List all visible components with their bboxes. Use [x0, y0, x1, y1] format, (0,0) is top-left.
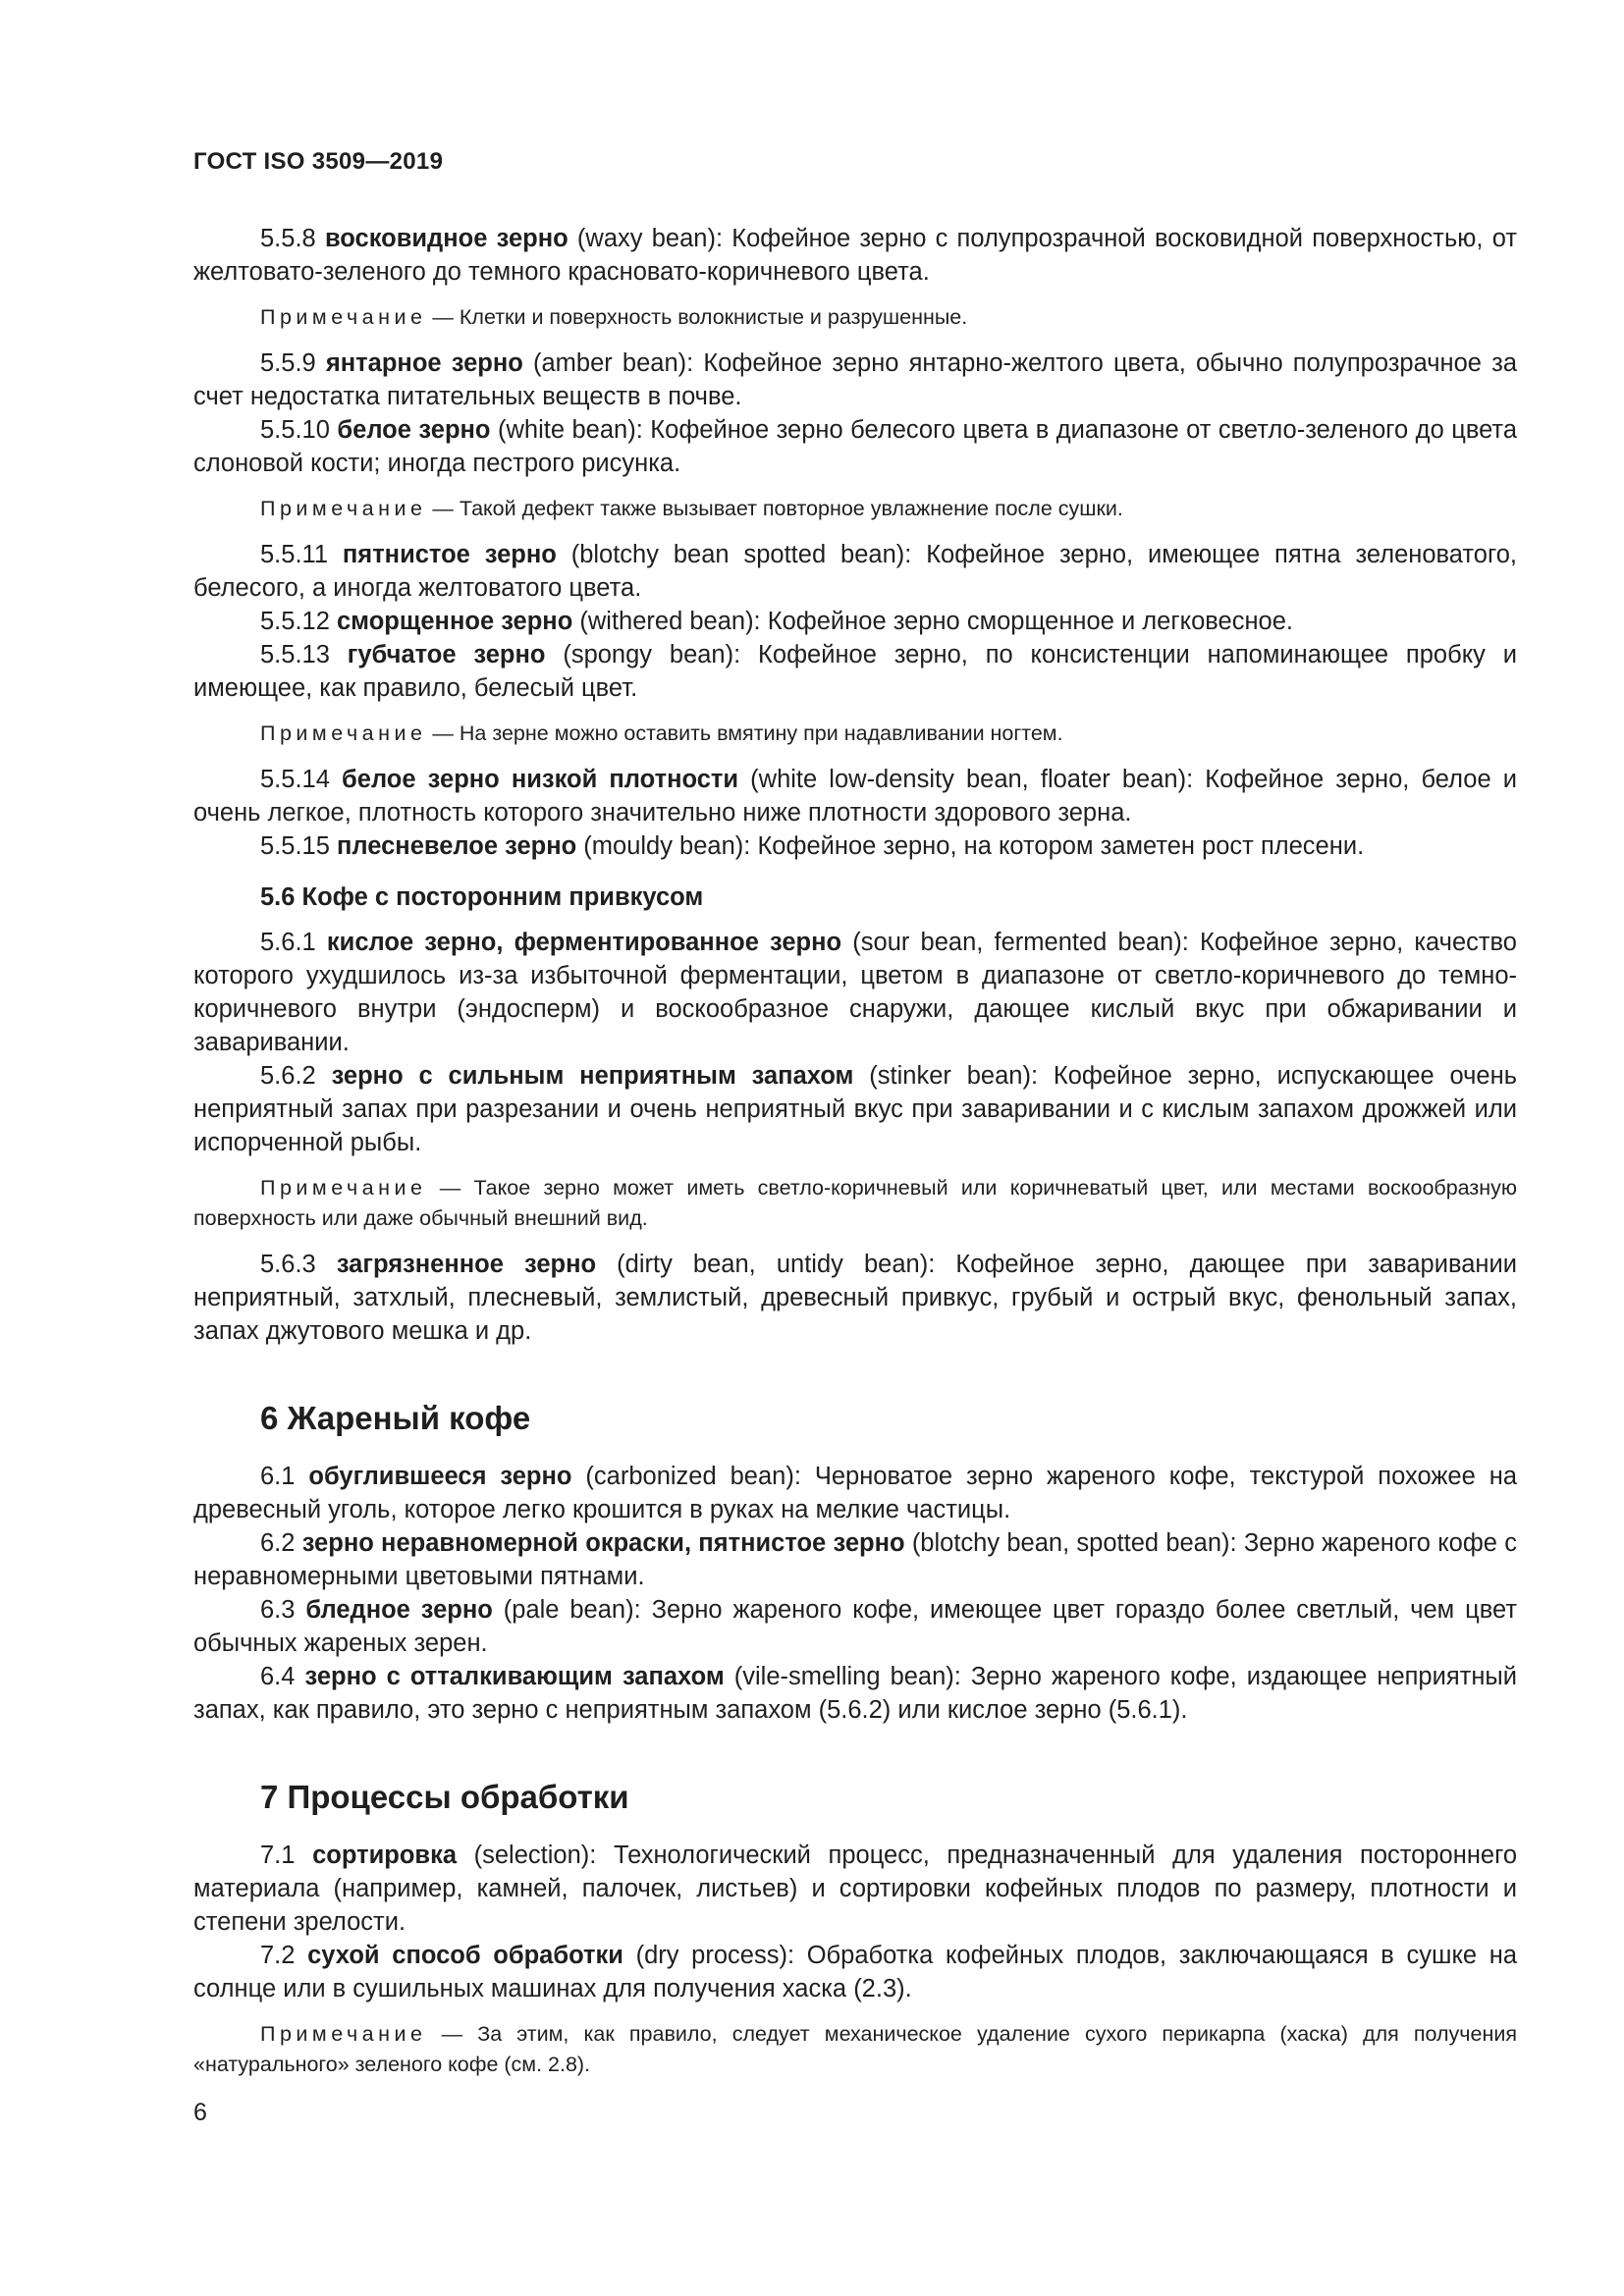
document-header: ГОСТ ISO 3509—2019 — [193, 148, 444, 175]
term-name: пятнистое зерно — [342, 541, 557, 568]
term-definition — [193, 413, 1517, 480]
term-name: зерно с сильным неприятным запахом — [331, 1062, 854, 1090]
term-name: бледное зерно — [305, 1596, 493, 1624]
term-text: (white bean): Кофейное зерно белесого цвета в диапазоне от светло-зеленого до цвета слоновой кости; иногда пестрого рисунка. — [193, 416, 1518, 477]
note-text: — За этим, как правило, следует механическое удаление сухого перикарпа (хаска) для получения «натурального» зеленого кофе (см. 2.8). — [193, 2022, 1517, 2076]
term-text: (spongy bean): Кофейное зерно, по консистенции напоминающее пробку и имеющее, как правило, белесый цвет. — [193, 641, 1517, 702]
term-text: (carbonized bean): Черноватое зерно жареного кофе, текстурой похожее на древесный уголь, которое легко крошится в руках на мелкие частицы. — [193, 1463, 1517, 1523]
term-definition — [193, 1939, 1517, 2005]
term-text: (amber bean): Кофейное зерно янтарно-желтого цвета, обычно полупрозрачное за счет недостатка питательных веществ в почве. — [193, 349, 1517, 410]
term-name: кислое зерно, ферментированное зерно — [326, 929, 842, 956]
term-number: 5.5.10 — [260, 416, 330, 444]
term-text: (selection): Технологический процесс, предназначенный для удаления постороннего материала (например, камней, палочек, листьев) и сортировки кофейных плодов по размеру, плотности и степени зрелости. — [193, 1842, 1517, 1936]
term-definition — [193, 763, 1517, 829]
note-text: — Такой дефект также вызывает повторное увлажнение после сушки. — [426, 497, 1123, 520]
term-number: 5.6.1 — [260, 929, 316, 956]
term-text: (vile-smelling bean): Зерно жареного кофе, издающее неприятный запах, как правило, это зерно с неприятным запахом (5.6.2) или кислое зерно (5.6.1). — [193, 1663, 1517, 1724]
term-definition — [193, 926, 1517, 1059]
term-definition — [193, 1460, 1517, 1526]
term-name: восковидное зерно — [324, 225, 568, 252]
term-name: зерно с отталкивающим запахом — [304, 1663, 725, 1690]
term-number: 6.3 — [260, 1596, 296, 1624]
term-number: 7.1 — [260, 1842, 296, 1869]
note — [193, 494, 1517, 524]
term-number: 5.5.9 — [260, 349, 316, 377]
note-label: Примечание — [260, 721, 427, 745]
note-label: Примечание — [260, 2022, 427, 2046]
term-definition — [193, 1526, 1517, 1593]
term-number: 5.5.14 — [260, 766, 330, 793]
term-name: белое зерно — [337, 416, 491, 444]
term-name: губчатое зерно — [347, 641, 546, 668]
term-number: 6.1 — [260, 1463, 296, 1490]
term-text: (dirty bean, untidy bean): Кофейное зерно, дающее при заваривании неприятный, затхлый, плесневый, землистый, древесный привкус, грубый и острый вкус, фенольный запах, запах джутового мешка и др. — [193, 1251, 1517, 1345]
section-heading: 7 Процессы обработки — [260, 1779, 629, 1815]
term-definition — [193, 1839, 1517, 1939]
term-definition — [193, 222, 1517, 289]
term-number: 5.5.13 — [260, 641, 330, 668]
term-definition — [193, 1059, 1517, 1159]
term-number: 5.5.8 — [260, 225, 316, 252]
term-text: (blotchy bean, spotted bean): Зерно жареного кофе с неравномерными цветовыми пятнами. — [193, 1529, 1517, 1590]
term-definition — [193, 1660, 1517, 1727]
subsection-heading: 5.6 Кофе с посторонним привкусом — [260, 883, 704, 911]
page-number: 6 — [193, 2099, 207, 2126]
term-text: (dry process): Обработка кофейных плодов, заключающаяся в сушке на солнце или в сушильных машинах для получения хаска (2.3). — [193, 1942, 1518, 2002]
term-name: сухой способ обработки — [307, 1942, 623, 1969]
note-text: — Такое зерно может иметь светло-коричневый или коричневатый цвет, или местами воскообразную поверхность или даже обычный внешний вид. — [193, 1176, 1517, 1230]
term-text: (withered bean): Кофейное зерно сморщенное и легковесное. — [572, 608, 1293, 635]
term-name: зерно неравномерной окраски, пятнистое зерно — [301, 1529, 905, 1557]
term-definition — [193, 347, 1517, 413]
term-text: (pale bean): Зерно жареного кофе, имеющее цвет гораздо более светлый, чем цвет обычных жареных зерен. — [193, 1596, 1517, 1657]
term-name: сортировка — [312, 1842, 458, 1869]
term-number: 6.2 — [260, 1529, 296, 1557]
term-number: 5.5.15 — [260, 832, 330, 860]
term-name: белое зерно низкой плотности — [342, 766, 739, 793]
term-text: (blotchy bean spotted bean): Кофейное зерно, имеющее пятна зеленоватого, белесого, а иногда желтоватого цвета. — [193, 541, 1517, 602]
term-number: 5.6.2 — [260, 1062, 316, 1090]
note-label: Примечание — [260, 305, 427, 329]
term-name: плесневелое зерно — [337, 832, 577, 860]
term-definition — [193, 829, 1517, 863]
document-body — [193, 222, 1517, 2080]
term-text: (stinker bean): Кофейное зерно, испускающее очень неприятный запах при разрезании и очень неприятный вкус при заваривании и с кислым запахом дрожжей или испорченной рыбы. — [193, 1062, 1517, 1156]
term-name: загрязненное зерно — [336, 1251, 597, 1278]
term-name: янтарное зерно — [325, 349, 523, 377]
term-number: 5.6.3 — [260, 1251, 316, 1278]
term-number: 5.5.12 — [260, 608, 330, 635]
note — [193, 719, 1517, 749]
term-number: 7.2 — [260, 1942, 296, 1969]
term-definition — [193, 1248, 1517, 1348]
term-number: 5.5.11 — [260, 541, 329, 568]
note — [193, 2019, 1517, 2080]
term-definition — [193, 605, 1517, 638]
section-heading: 6 Жареный кофе — [260, 1400, 531, 1436]
term-text: (waxy bean): Кофейное зерно с полупрозрачной восковидной поверхностью, от желтовато-зеленого до темного красновато-коричневого цвета. — [193, 225, 1518, 286]
term-definition — [193, 538, 1517, 605]
term-name: сморщенное зерно — [337, 608, 573, 635]
term-text: (sour bean, fermented bean): Кофейное зерно, качество которого ухудшилось из-за избыточной ферментации, цветом в диапазоне от светло-коричневого до темно-коричневого внутри (эндосперм) и воскообразное снаружи, дающее кислый вкус при обжаривании и заваривании. — [193, 929, 1517, 1056]
note-label: Примечание — [260, 497, 427, 520]
note-text: — Клетки и поверхность волокнистые и разрушенные. — [426, 305, 968, 329]
term-number: 6.4 — [260, 1663, 296, 1690]
note — [193, 1173, 1517, 1234]
term-definition — [193, 1593, 1517, 1660]
term-definition — [193, 638, 1517, 705]
term-text: (mouldy bean): Кофейное зерно, на котором заметен рост плесени. — [576, 832, 1365, 860]
note — [193, 302, 1517, 333]
term-name: обуглившееся зерно — [308, 1463, 572, 1490]
term-text: (white low-density bean, floater bean): Кофейное зерно, белое и очень легкое, плотность которого значительно ниже плотности здорового зерна. — [193, 766, 1517, 827]
note-text: — На зерне можно оставить вмятину при надавливании ногтем. — [426, 721, 1063, 745]
note-label: Примечание — [260, 1176, 427, 1200]
